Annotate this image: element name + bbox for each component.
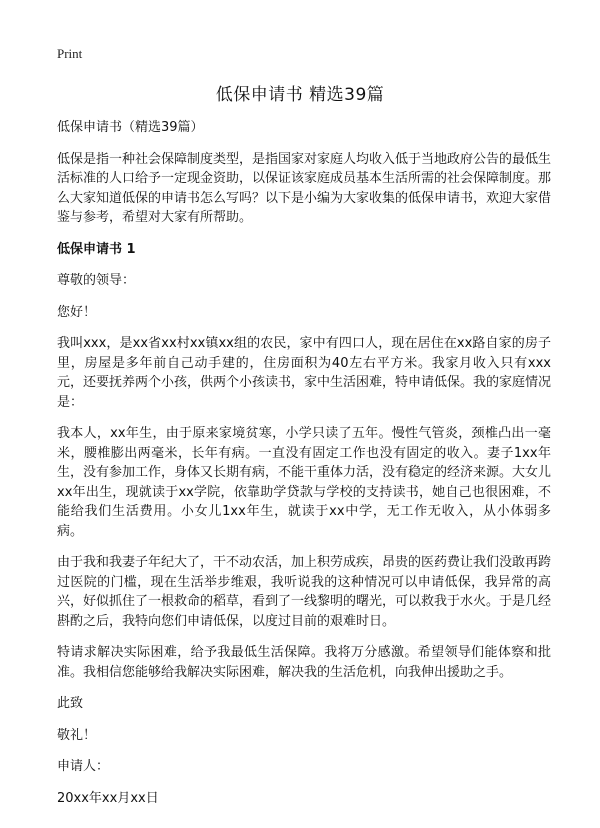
intro-paragraph: 低保是指一种社会保障制度类型，是指国家对家庭人均收入低于当地政府公告的最低生活标准的人口给予一定现金资助，以保证该家庭成员基本生活所需的社会保障制度。那么大家知道低保的申请书怎么写吗？以下是小编为大家收集的低保申请书，欢迎大家借鉴与参考，希望对大家有所帮助。 xyxy=(57,151,552,225)
section-heading: 低保申请书 1 xyxy=(57,241,136,257)
document-body xyxy=(57,118,551,820)
page-title: 低保申请书 精选39篇 xyxy=(215,85,385,105)
closing-regards: 敬礼！ xyxy=(57,727,97,743)
date-line: 20xx年xx月xx日 xyxy=(57,790,159,806)
print-link[interactable]: Print xyxy=(57,46,83,61)
body-paragraph: 特请求解决实际困难，给予我最低生活保障。我将万分感激。希望领导们能体察和批准。我相信您能够给我解决实际困难，解决我的生活危机，向我伸出援助之手。 xyxy=(57,645,551,680)
salutation: 您好！ xyxy=(57,304,97,320)
body-paragraph: 我本人，xx年生，由于原来家境贫寒，小学只读了五年。慢性气管炎，颈椎凸出一毫米，腰椎膨出两毫米，长年有病。一直没有固定工作也没有固定的收入。妻子1xx年生，没有参加工作，身体又长期有病，不能干重体力活，没有稳定的经济来源。大女儿xx年出生，现就读于xx学院，依靠助学贷款与学校的支持读书，她自己也很困难，不能给我们生活费用。小女儿1xx年生，就读于xx中学，无工作无收入，从小体弱多病。 xyxy=(57,426,552,539)
body-paragraph: 我叫xxx，是xx省xx村xx镇xx组的农民，家中有四口人，现在居住在xx路自家的房子里，房屋是多年前自己动手建的，住房面积为40左右平方米。我家月收入只有xxx元，还要抚养两个小孩，供两个小孩读书，家中生活困难，特申请低保。我的家庭情况是： xyxy=(57,336,552,410)
greeting: 尊敬的领导： xyxy=(57,273,136,288)
closing-line: 此致 xyxy=(57,696,84,711)
document-subtitle: 低保申请书（精选39篇） xyxy=(57,120,204,135)
body-paragraph: 由于我和我妻子年纪大了，干不动农活，加上积劳成疾，昂贵的医药费让我们没敢再跨过医院的门槛，现在生活举步维艰，我听说我的这种情况可以申请低保，我异常的高兴，好似抓住了一根救命的稻草，看到了一线黎明的曙光，可以救我于水火。于是几经斟酌之后，我特向您们申请低保，以度过目前的艰难时日。 xyxy=(57,555,552,629)
applicant-label: 申请人： xyxy=(57,759,110,774)
